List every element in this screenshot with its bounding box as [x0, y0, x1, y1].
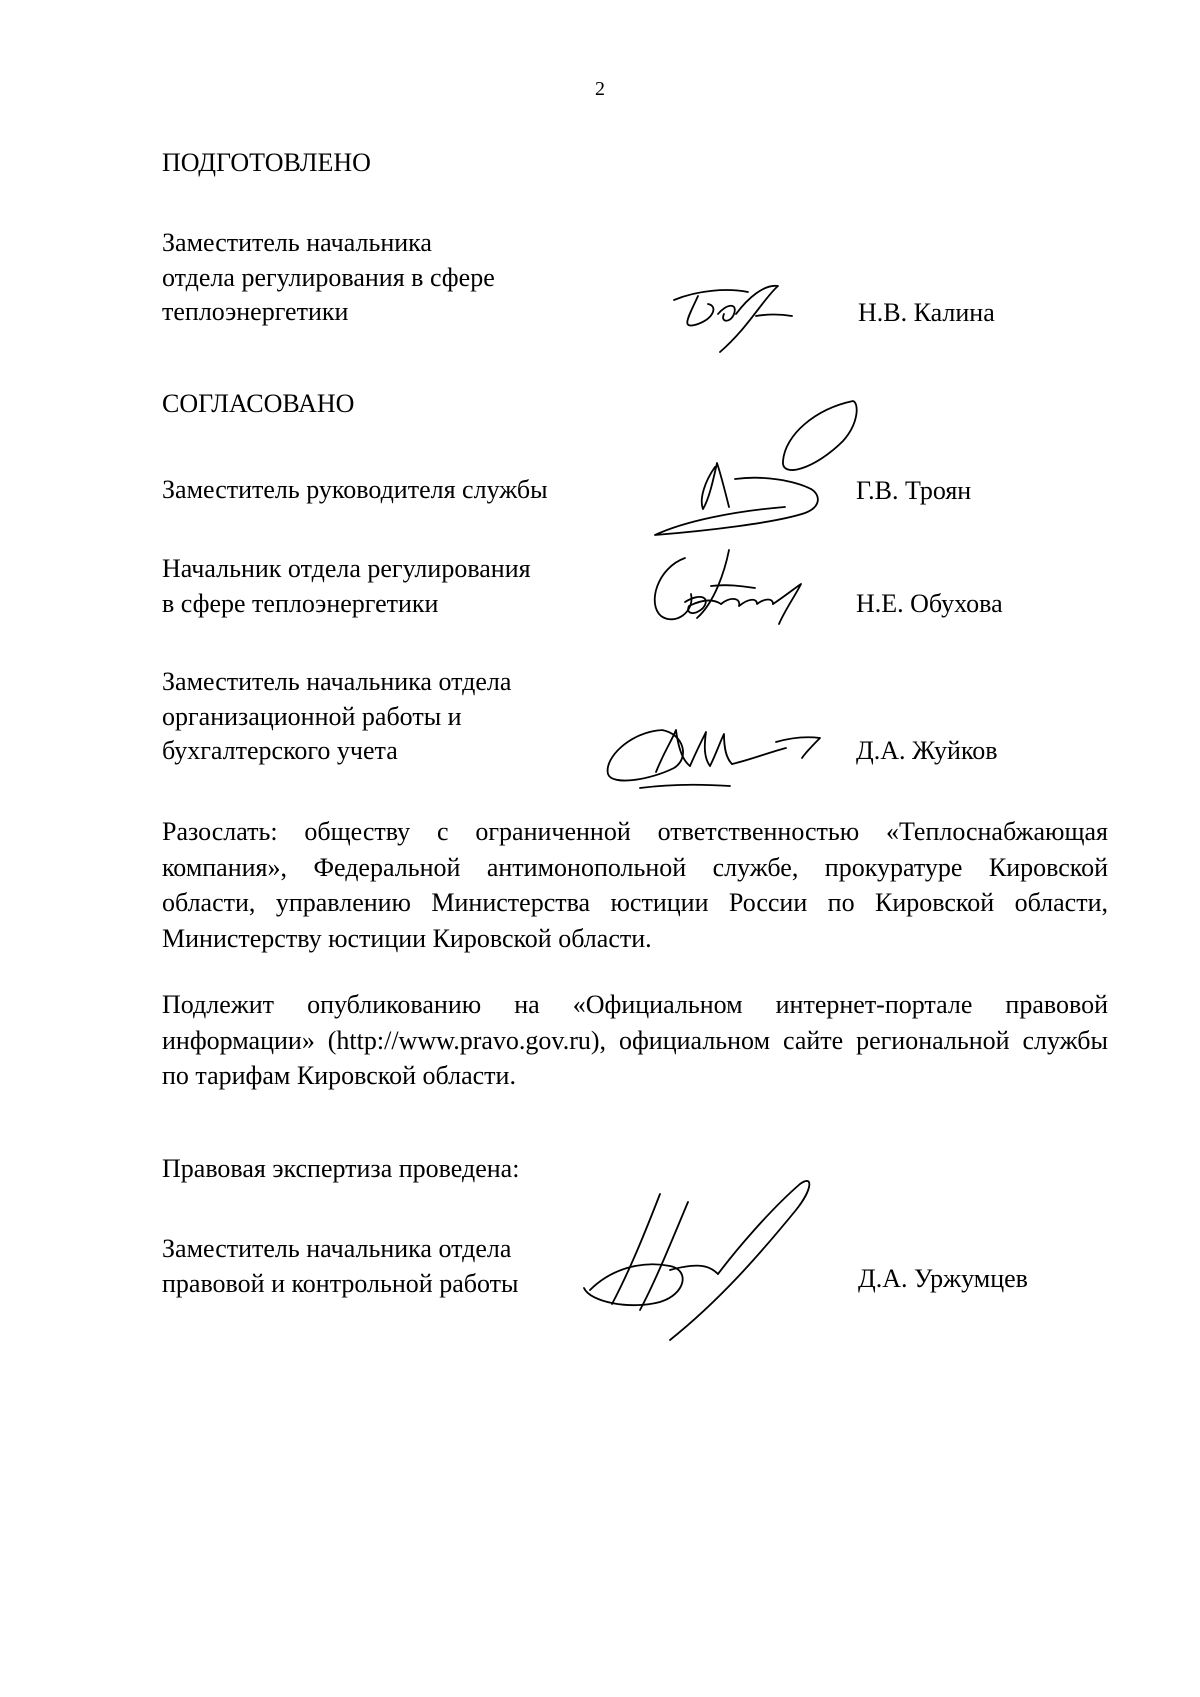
position-line: бухгалтерского учета	[162, 736, 398, 765]
signature-troyan	[645, 395, 865, 545]
position-line: Заместитель начальника отдела	[162, 667, 512, 696]
position-line: Заместитель руководителя службы	[162, 475, 548, 504]
distribution-paragraph: Разослать: обществу с ограниченной ответственностью «Теплоснабжающая компания», Федеральной антимонопольной службе, прокуратуре Кировской области, управлению Министерства юстиции России по Кировской области, Министерству юстиции Кировской области.	[162, 817, 1108, 953]
publication-paragraph: Подлежит опубликованию на «Официальном интернет-портале правовой информации» (http://www.pravo.gov.ru), официальном сайте региональной службы по тарифам Кировской области.	[162, 990, 1108, 1090]
agreed-heading: СОГЛАСОВАНО	[162, 389, 355, 418]
legal-review-heading: Правовая экспертиза проведена:	[162, 1154, 520, 1183]
position-line: правовой и контрольной работы	[162, 1268, 519, 1298]
position-line: в сфере теплоэнергетики	[162, 588, 439, 618]
signatory-name: Д.А. Уржумцев	[858, 1264, 1028, 1293]
signatory-name: Г.В. Троян	[856, 476, 972, 505]
signature-urzhumtsev	[560, 1170, 830, 1345]
signatory-name: Н.Е. Обухова	[856, 589, 1003, 618]
position-line: отдела регулирования в сфере	[162, 262, 495, 292]
signatory-name: Д.А. Жуйков	[856, 736, 998, 765]
prepared-heading: ПОДГОТОВЛЕНО	[162, 148, 371, 177]
page-number: 2	[595, 78, 605, 100]
signatory-name: Н.В. Калина	[858, 298, 995, 327]
position-line: организационной работы и	[162, 701, 462, 731]
position-line: Начальник отдела регулирования	[162, 554, 531, 583]
position-line: Заместитель начальника отдела	[162, 1234, 512, 1263]
position-line: теплоэнергетики	[162, 297, 349, 326]
position-line: Заместитель начальника	[162, 228, 432, 257]
signature-kalina	[668, 278, 808, 358]
signature-zhuykov	[600, 712, 830, 802]
signature-obukhova	[645, 546, 815, 636]
